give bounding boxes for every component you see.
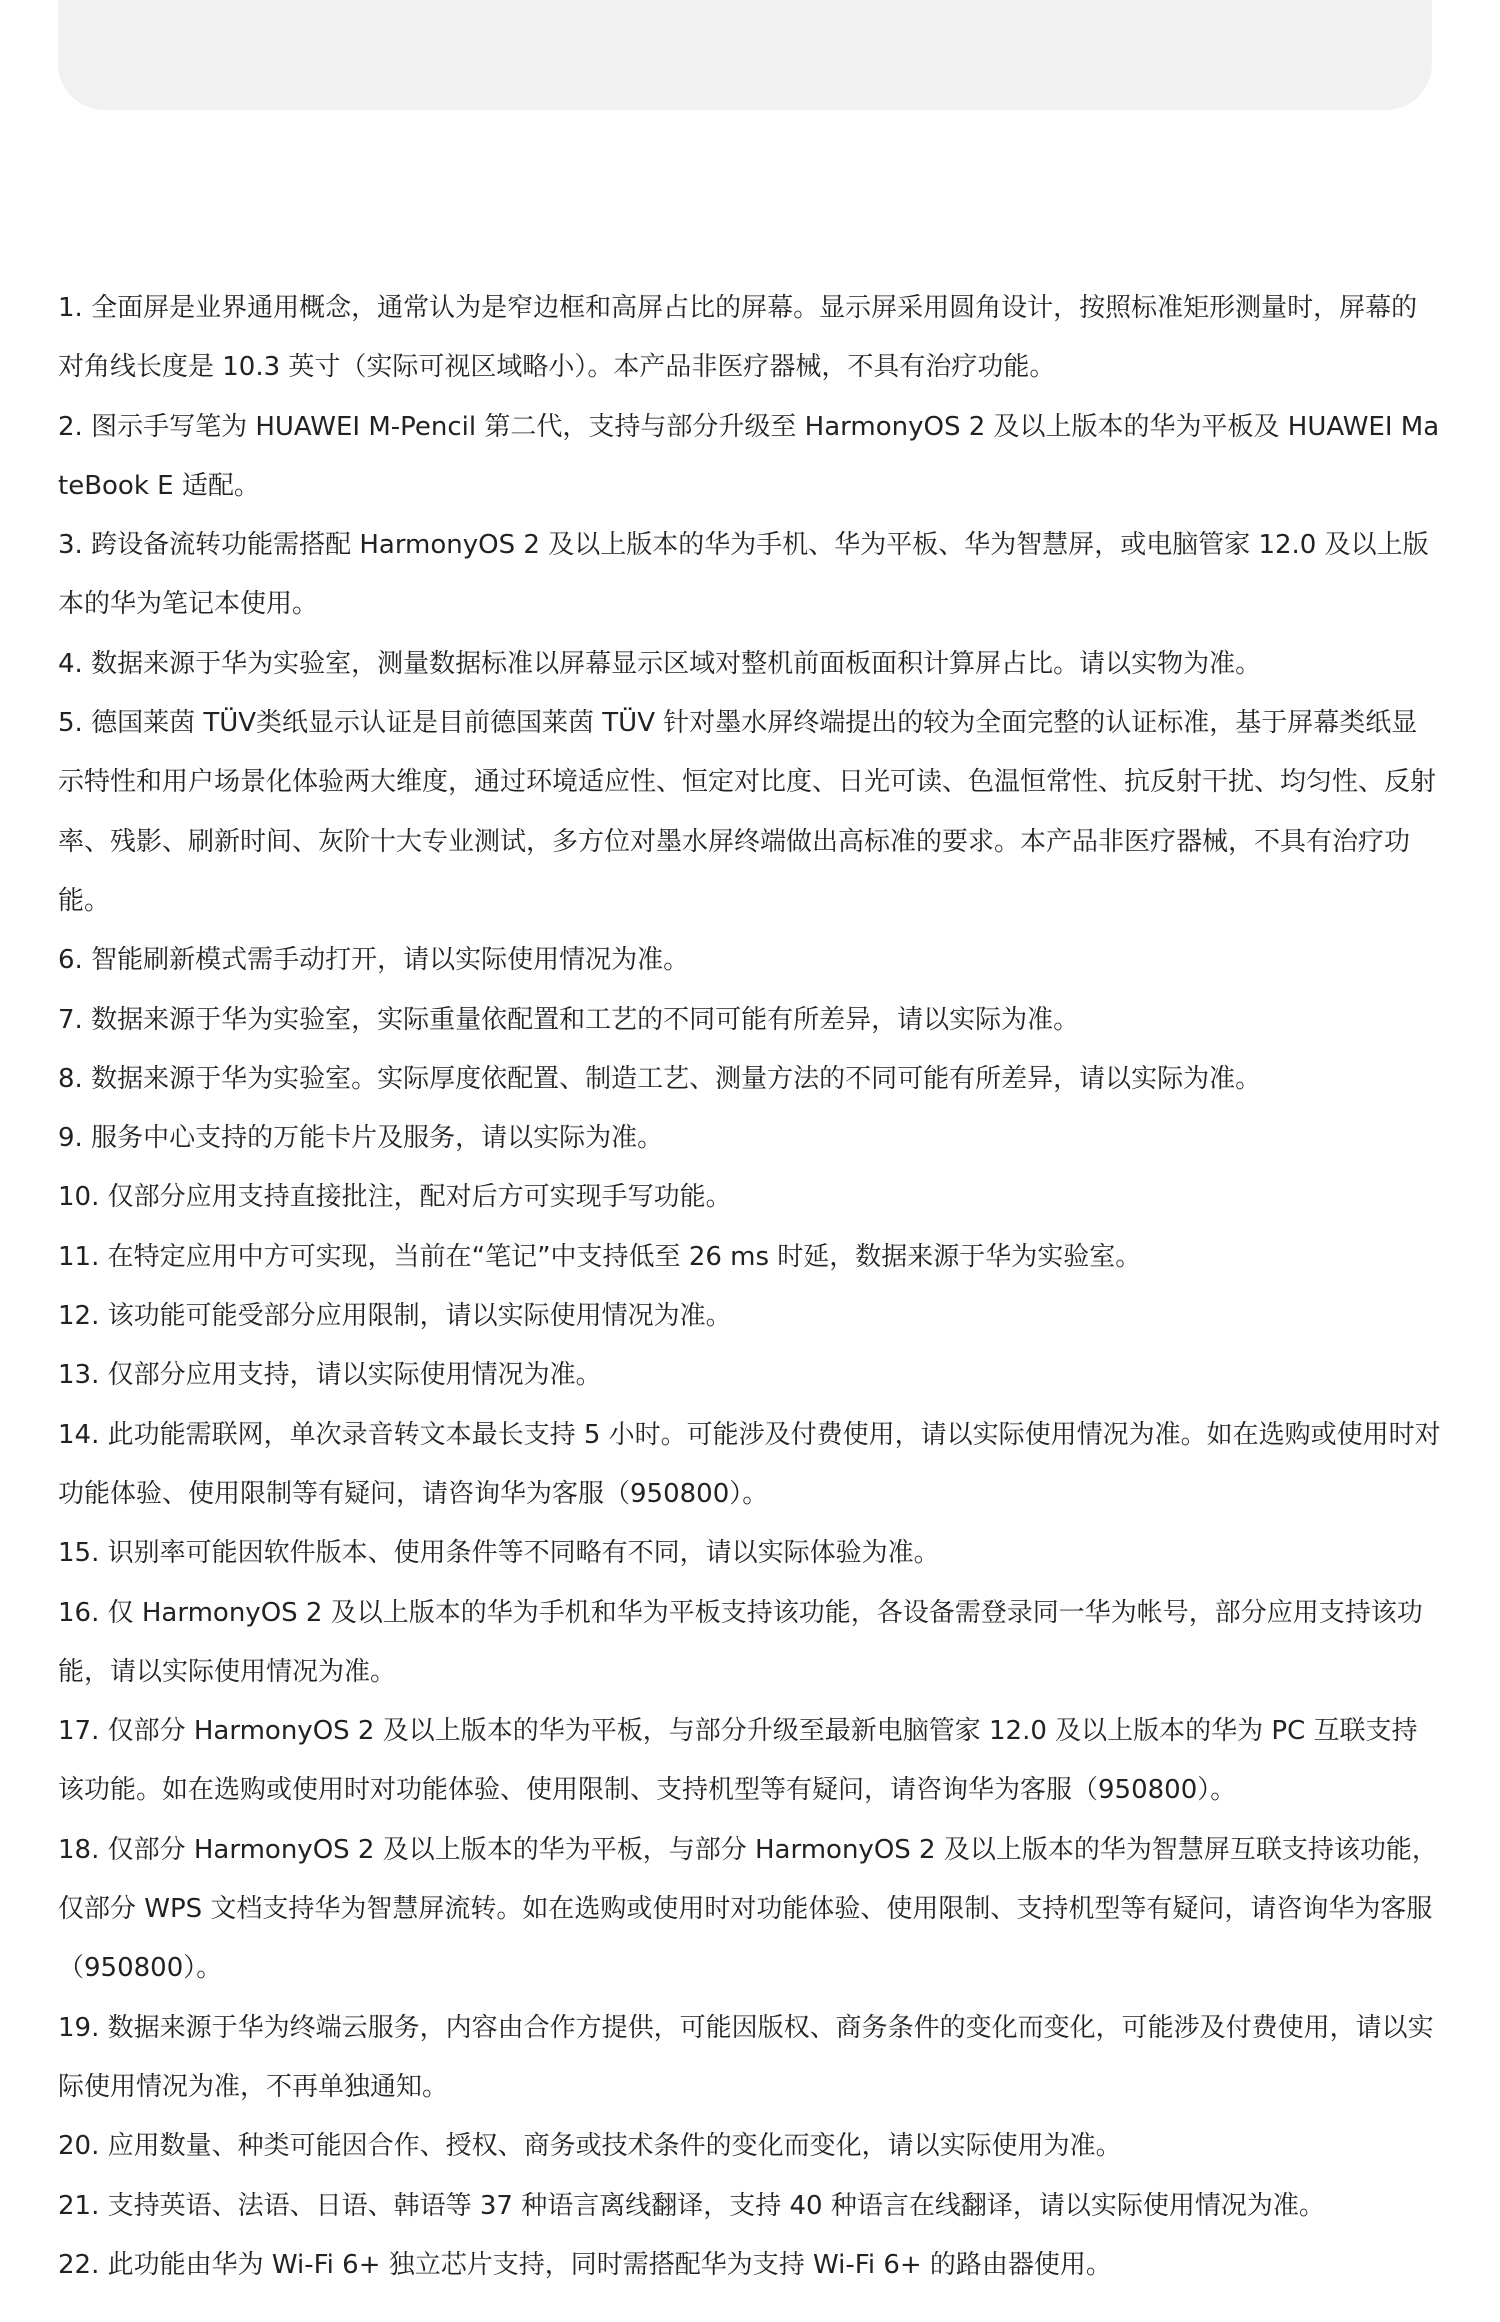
footnote-9: 9. 服务中心支持的万能卡片及服务，请以实际为准。 xyxy=(58,1123,664,1154)
footnote-3: 3. 跨设备流转功能需搭配 HarmonyOS 2 及以上版本的华为手机、华为平板、华为智慧屏，或电脑管家 12.0 及以上版本的华为笔记本使用。 xyxy=(58,530,1429,620)
footnote-15: 15. 识别率可能因软件版本、使用条件等不同略有不同，请以实际体验为准。 xyxy=(58,1538,940,1569)
footnote-6: 6. 智能刷新模式需手动打开，请以实际使用情况为准。 xyxy=(58,945,690,976)
footnote-list xyxy=(58,279,1443,2295)
footnote-2: 2. 图示手写笔为 HUAWEI M-Pencil 第二代，支持与部分升级至 HarmonyOS 2 及以上版本的华为平板及 HUAWEI MateBook E 适配。 xyxy=(58,411,1440,501)
top-card-panel xyxy=(58,0,1432,110)
footnote-4: 4. 数据来源于华为实验室，测量数据标准以屏幕显示区域对整机前面板面积计算屏占比。请以实物为准。 xyxy=(58,648,1262,679)
footnote-20: 20. 应用数量、种类可能因合作、授权、商务或技术条件的变化而变化，请以实际使用为准。 xyxy=(58,2131,1122,2162)
footnote-14: 14. 此功能需联网，单次录音转文本最长支持 5 小时。可能涉及付费使用，请以实际使用情况为准。如在选购或使用时对功能体验、使用限制等有疑问，请咨询华为客服（950800）。 xyxy=(58,1419,1441,1509)
footnote-16: 16. 仅 HarmonyOS 2 及以上版本的华为手机和华为平板支持该功能，各设备需登录同一华为帐号，部分应用支持该功能，请以实际使用情况为准。 xyxy=(58,1597,1423,1687)
footnote-11: 11. 在特定应用中方可实现，当前在“笔记”中支持低至 26 ms 时延，数据来源于华为实验室。 xyxy=(58,1241,1142,1272)
footnote-19: 19. 数据来源于华为终端云服务，内容由合作方提供，可能因版权、商务条件的变化而变化，可能涉及付费使用，请以实际使用情况为准，不再单独通知。 xyxy=(58,2012,1434,2102)
footnote-17: 17. 仅部分 HarmonyOS 2 及以上版本的华为平板，与部分升级至最新电脑管家 12.0 及以上版本的华为 PC 互联支持该功能。如在选购或使用时对功能体验、使用限制、支持机型等有疑问，请咨询华为客服（950800）。 xyxy=(58,1716,1418,1806)
footnote-10: 10. 仅部分应用支持直接批注，配对后方可实现手写功能。 xyxy=(58,1182,732,1213)
footnote-21: 21. 支持英语、法语、日语、韩语等 37 种语言离线翻译，支持 40 种语言在线翻译，请以实际使用情况为准。 xyxy=(58,2190,1325,2221)
footnote-8: 8. 数据来源于华为实验室。实际厚度依配置、制造工艺、测量方法的不同可能有所差异，请以实际为准。 xyxy=(58,1063,1262,1094)
footnote-18: 18. 仅部分 HarmonyOS 2 及以上版本的华为平板，与部分 HarmonyOS 2 及以上版本的华为智慧屏互联支持该功能，仅部分 WPS 文档支持华为智慧屏流转。如在选购或使用时对功能体验、使用限制、支持机型等有疑问，请咨询华为客服（950800）。 xyxy=(58,1834,1438,1984)
footnote-5: 5. 德国莱茵 TÜV类纸显示认证是目前德国莱茵 TÜV 针对墨水屏终端提出的较为全面完整的认证标准，基于屏幕类纸显示特性和用户场景化体验两大维度，通过环境适应性、恒定对比度、日光可读、色温恒常性、抗反射干扰、均匀性、反射率、残影、刷新时间、灰阶十大专业测试，多方位对墨水屏终端做出高标准的要求。本产品非医疗器械，不具有治疗功能。 xyxy=(58,708,1437,916)
footnote-13: 13. 仅部分应用支持，请以实际使用情况为准。 xyxy=(58,1360,602,1391)
footnote-7: 7. 数据来源于华为实验室，实际重量依配置和工艺的不同可能有所差异，请以实际为准。 xyxy=(58,1004,1080,1035)
footnote-12: 12. 该功能可能受部分应用限制，请以实际使用情况为准。 xyxy=(58,1301,732,1332)
footnote-1: 1. 全面屏是业界通用概念，通常认为是窄边框和高屏占比的屏幕。显示屏采用圆角设计，按照标准矩形测量时，屏幕的对角线长度是 10.3 英寸（实际可视区域略小）。本产品非医疗器械，不具有治疗功能。 xyxy=(58,293,1418,383)
footnote-22: 22. 此功能由华为 Wi-Fi 6+ 独立芯片支持，同时需搭配华为支持 Wi-Fi 6+ 的路由器使用。 xyxy=(58,2249,1112,2280)
